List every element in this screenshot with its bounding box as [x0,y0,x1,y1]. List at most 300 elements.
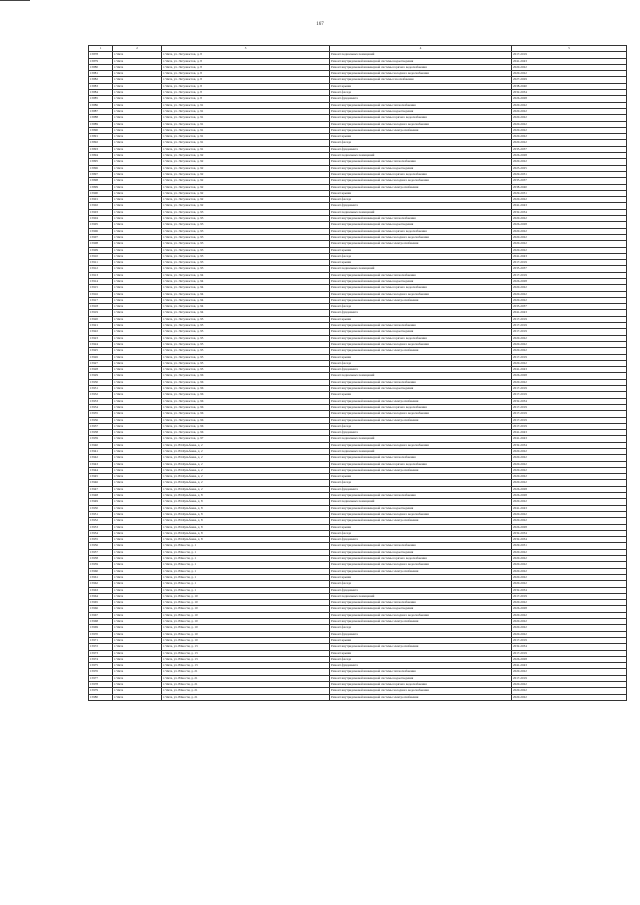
cell-period: 2020-2022 [512,134,627,140]
cell-address: г. Чита, ул. Энтузиастов, д. 93 [162,253,330,259]
cell-municipality: г. Чита [113,518,162,524]
cell-period: 2017-2019 [512,423,627,429]
cell-work-type: Ремонт внутридомовой инженерной системы холодного водоснабжения [330,291,512,297]
cell-address: г. Чита, ул. Юности, д. 10 [162,637,330,643]
cell-municipality: г. Чита [113,228,162,234]
cell-work-type: Ремонт внутридомовой инженерной системы водоотведения [330,329,512,335]
cell-municipality: г. Чита [113,549,162,555]
cell-row-number: 15946 [89,480,113,486]
cell-address: г. Чита, ул. Энтузиастов, д. 95 [162,354,330,360]
cell-municipality: г. Чита [113,285,162,291]
cell-address: г. Чита, ул. Энтузиастов, д. 94 [162,291,330,297]
cell-address: г. Чита, ул. Энтузиастов, д. 95 [162,316,330,322]
cell-work-type: Ремонт внутридомовой инженерной системы теплоснабжения [330,600,512,606]
cell-address: г. Чита, ул. Энтузиастов, д. 91 [162,102,330,108]
cell-row-number: 15973 [89,650,113,656]
cell-address: г. Чита, ул. Юности, д. 1 [162,568,330,574]
cell-work-type: Ремонт крыши [330,354,512,360]
cell-work-type: Ремонт внутридомовой инженерной системы теплоснабжения [330,543,512,549]
cell-work-type: Ремонт фундамента [330,203,512,209]
cell-work-type: Ремонт фасада [330,253,512,259]
cell-address: г. Чита, ул. Энтузиастов, д. 8 [162,52,330,58]
cell-row-number: 15974 [89,656,113,662]
cell-municipality: г. Чита [113,348,162,354]
cell-period: 2020-2022 [512,600,627,606]
cell-municipality: г. Чита [113,574,162,580]
header-cell-1: 1 [89,46,113,52]
cell-address: г. Чита, ул. Ю.Кульбаева, д. 8 [162,537,330,543]
cell-address: г. Чита, ул. Ю.Кульбаева, д. 8 [162,518,330,524]
cell-row-number: 15882 [89,77,113,83]
cell-period: 2020-2022 [512,216,627,222]
cell-work-type: Ремонт подвальных помещений [330,593,512,599]
cell-work-type: Ремонт крыши [330,524,512,530]
cell-work-type: Ремонт крыши [330,247,512,253]
cell-work-type: Ремонт внутридомовой инженерной системы теплоснабжения [330,216,512,222]
cell-row-number: 15920 [89,316,113,322]
cell-row-number: 15976 [89,669,113,675]
cell-work-type: Ремонт внутридомовой инженерной системы водоотведения [330,606,512,612]
cell-work-type: Ремонт внутридомовой инженерной системы холодного водоснабжения [330,612,512,618]
cell-row-number: 15910 [89,253,113,259]
cell-address: г. Чита, ул. Энтузиастов, д. 96 [162,373,330,379]
cell-municipality: г. Чита [113,568,162,574]
cell-municipality: г. Чита [113,386,162,392]
cell-row-number: 15950 [89,505,113,511]
cell-period: 2020-2022 [512,669,627,675]
cell-address: г. Чита, ул. Энтузиастов, д. 95 [162,348,330,354]
cell-address: г. Чита, ул. Юности, д. 21 [162,694,330,700]
cell-period: 2017-2019 [512,260,627,266]
cell-work-type: Ремонт фундамента [330,631,512,637]
cell-work-type: Ремонт внутридомовой инженерной системы теплоснабжения [330,272,512,278]
cell-municipality: г. Чита [113,90,162,96]
cell-municipality: г. Чита [113,688,162,694]
cell-work-type: Ремонт фасада [330,197,512,203]
cell-row-number: 15913 [89,272,113,278]
cell-address: г. Чита, ул. Энтузиастов, д. 92 [162,171,330,177]
cell-address: г. Чита, ул. Энтузиастов, д. 96 [162,417,330,423]
cell-row-number: 15893 [89,146,113,152]
cell-municipality: г. Чита [113,631,162,637]
cell-address: г. Чита, ул. Энтузиастов, д. 91 [162,121,330,127]
cell-row-number: 15935 [89,411,113,417]
cell-municipality: г. Чита [113,96,162,102]
cell-work-type: Ремонт крыши [330,637,512,643]
cell-period: 2026-2028 [512,656,627,662]
cell-period: 2020-2022 [512,291,627,297]
cell-row-number: 15925 [89,348,113,354]
cell-work-type: Ремонт внутридомовой инженерной системы электроснабжения [330,398,512,404]
cell-period: 2020-2022 [512,568,627,574]
cell-row-number: 15961 [89,574,113,580]
cell-period: 2020-2022 [512,467,627,473]
cell-row-number: 15970 [89,631,113,637]
cell-period: 2041-2043 [512,310,627,316]
cell-row-number: 15912 [89,266,113,272]
header-cell-4: 4 [330,46,512,52]
cell-period: 2020-2022 [512,108,627,114]
cell-row-number: 15939 [89,436,113,442]
cell-address: г. Чита, ул. Ю.Кульбаева, д. 2 [162,480,330,486]
cell-municipality: г. Чита [113,474,162,480]
cell-address: г. Чита, ул. Энтузиастов, д. 92 [162,178,330,184]
cell-municipality: г. Чита [113,247,162,253]
cell-row-number: 15901 [89,197,113,203]
cell-municipality: г. Чита [113,675,162,681]
cell-period: 2041-2043 [512,203,627,209]
cell-period: 2032-2034 [512,530,627,536]
cell-row-number: 15969 [89,625,113,631]
cell-work-type: Ремонт внутридомовой инженерной системы горячего водоснабжения [330,64,512,70]
cell-period: 2017-2019 [512,392,627,398]
cell-address: г. Чита, ул. Юности, д. 10 [162,625,330,631]
cell-work-type: Ремонт внутридомовой инженерной системы электроснабжения [330,518,512,524]
cell-municipality: г. Чита [113,411,162,417]
cell-period: 2041-2043 [512,367,627,373]
cell-period: 2041-2043 [512,430,627,436]
table-body [89,52,627,701]
cell-row-number: 15965 [89,600,113,606]
cell-period: 2020-2022 [512,511,627,517]
cell-row-number: 15929 [89,373,113,379]
cell-address: г. Чита, ул. Энтузиастов, д. 93 [162,209,330,215]
cell-row-number: 15900 [89,190,113,196]
cell-row-number: 15954 [89,530,113,536]
cell-municipality: г. Чита [113,140,162,146]
cell-address: г. Чита, ул. Ю.Кульбаева, д. 2 [162,474,330,480]
cell-municipality: г. Чита [113,127,162,133]
cell-period: 2026-2028 [512,373,627,379]
cell-row-number: 15888 [89,115,113,121]
cell-municipality: г. Чита [113,392,162,398]
cell-municipality: г. Чита [113,417,162,423]
cell-address: г. Чита, ул. Ю.Кульбаева, д. 8 [162,499,330,505]
cell-address: г. Чита, ул. Энтузиастов, д. 95 [162,335,330,341]
cell-work-type: Ремонт крыши [330,474,512,480]
cell-period: 2020-2022 [512,197,627,203]
cell-period: 2020-2022 [512,625,627,631]
cell-municipality: г. Чита [113,423,162,429]
cell-period: 2041-2043 [512,505,627,511]
cell-row-number: 15895 [89,159,113,165]
cell-address: г. Чита, ул. Энтузиастов, д. 8 [162,77,330,83]
cell-period: 2020-2022 [512,631,627,637]
cell-row-number: 15896 [89,165,113,171]
cell-municipality: г. Чита [113,612,162,618]
cell-work-type: Ремонт внутридомовой инженерной системы холодного водоснабжения [330,178,512,184]
cell-work-type: Ремонт внутридомовой инженерной системы теплоснабжения [330,102,512,108]
cell-period: 2020-2022 [512,121,627,127]
cell-municipality: г. Чита [113,694,162,700]
cell-row-number: 15909 [89,247,113,253]
cell-period: 2020-2022 [512,461,627,467]
cell-period: 2020-2022 [512,71,627,77]
cell-row-number: 15943 [89,461,113,467]
cell-address: г. Чита, ул. Энтузиастов, д. 95 [162,360,330,366]
cell-work-type: Ремонт фундамента [330,367,512,373]
cell-period: 2020-2022 [512,335,627,341]
cell-row-number: 15977 [89,675,113,681]
cell-period: 2017-2019 [512,386,627,392]
cell-period: 2026-2028 [512,222,627,228]
cell-municipality: г. Чита [113,216,162,222]
cell-period: 2026-2028 [512,606,627,612]
cell-municipality: г. Чита [113,511,162,517]
cell-row-number: 15914 [89,278,113,284]
cell-row-number: 15928 [89,367,113,373]
cell-address: г. Чита, ул. Энтузиастов, д. 92 [162,153,330,159]
cell-row-number: 15942 [89,455,113,461]
cell-period: 2026-2028 [512,96,627,102]
cell-row-number: 15930 [89,379,113,385]
cell-period: 2029-2031 [512,190,627,196]
cell-work-type: Ремонт внутридомовой инженерной системы теплоснабжения [330,669,512,675]
cell-work-type: Ремонт внутридомовой инженерной системы водоотведения [330,58,512,64]
cell-work-type: Ремонт фасада [330,656,512,662]
cell-work-type: Ремонт внутридомовой инженерной системы холодного водоснабжения [330,71,512,77]
cell-work-type: Ремонт фундамента [330,537,512,543]
cell-work-type: Ремонт подвальных помещений [330,52,512,58]
corner-mark [0,0,30,4]
cell-municipality: г. Чита [113,222,162,228]
cell-work-type: Ремонт фасада [330,581,512,587]
cell-work-type: Ремонт внутридомовой инженерной системы водоотведения [330,222,512,228]
cell-municipality: г. Чита [113,656,162,662]
cell-work-type: Ремонт подвальных помещений [330,373,512,379]
cell-work-type: Ремонт внутридомовой инженерной системы электроснабжения [330,644,512,650]
cell-address: г. Чита, ул. Ю.Кульбаева, д. 8 [162,511,330,517]
cell-address: г. Чита, ул. Энтузиастов, д. 94 [162,310,330,316]
cell-row-number: 15879 [89,58,113,64]
cell-row-number: 15906 [89,228,113,234]
cell-municipality: г. Чита [113,184,162,190]
cell-municipality: г. Чита [113,360,162,366]
cell-period: 2029-2031 [512,171,627,177]
cell-address: г. Чита, ул. Энтузиастов, д. 96 [162,404,330,410]
cell-address: г. Чита, ул. Юности, д. 10 [162,600,330,606]
cell-period: 2020-2022 [512,241,627,247]
cell-work-type: Ремонт внутридомовой инженерной системы электроснабжения [330,127,512,133]
cell-period: 2017-2019 [512,650,627,656]
cell-work-type: Ремонт внутридомовой инженерной системы холодного водоснабжения [330,234,512,240]
cell-municipality: г. Чита [113,209,162,215]
cell-work-type: Ремонт внутридомовой инженерной системы водоотведения [330,278,512,284]
cell-address: г. Чита, ул. Юности, д. 1 [162,574,330,580]
cell-row-number: 15941 [89,449,113,455]
cell-period: 2020-2022 [512,449,627,455]
cell-address: г. Чита, ул. Юности, д. 10 [162,619,330,625]
cell-municipality: г. Чита [113,102,162,108]
cell-address: г. Чита, ул. Энтузиастов, д. 91 [162,146,330,152]
cell-row-number: 15898 [89,178,113,184]
cell-address: г. Чита, ул. Ю.Кульбаева, д. 8 [162,524,330,530]
cell-address: г. Чита, ул. Ю.Кульбаева, д. 8 [162,493,330,499]
cell-row-number: 15878 [89,52,113,58]
cell-municipality: г. Чита [113,644,162,650]
cell-row-number: 15938 [89,430,113,436]
cell-address: г. Чита, ул. Юности, д. 1 [162,543,330,549]
cell-row-number: 15916 [89,291,113,297]
cell-municipality: г. Чита [113,272,162,278]
cell-work-type: Ремонт внутридомовой инженерной системы электроснабжения [330,348,512,354]
cell-row-number: 15940 [89,442,113,448]
cell-municipality: г. Чита [113,234,162,240]
cell-municipality: г. Чита [113,593,162,599]
cell-period: 2020-2022 [512,549,627,555]
cell-municipality: г. Чита [113,341,162,347]
cell-row-number: 15921 [89,323,113,329]
cell-work-type: Ремонт внутридомовой инженерной системы водоотведения [330,505,512,511]
cell-period: 2017-2019 [512,675,627,681]
cell-municipality: г. Чита [113,134,162,140]
cell-address: г. Чита, ул. Юности, д. 21 [162,669,330,675]
cell-municipality: г. Чита [113,115,162,121]
cell-address: г. Чита, ул. Энтузиастов, д. 94 [162,278,330,284]
cell-row-number: 15892 [89,140,113,146]
cell-work-type: Ремонт внутридомовой инженерной системы горячего водоснабжения [330,681,512,687]
cell-period: 2020-2022 [512,681,627,687]
cell-row-number: 15919 [89,310,113,316]
cell-period: 2020-2022 [512,348,627,354]
cell-row-number: 15963 [89,587,113,593]
cell-work-type: Ремонт фундамента [330,146,512,152]
cell-period: 2020-2022 [512,247,627,253]
cell-municipality: г. Чита [113,197,162,203]
cell-period: 2017-2019 [512,417,627,423]
cell-row-number: 15947 [89,486,113,492]
cell-row-number: 15957 [89,549,113,555]
cell-period: 2035-2037 [512,266,627,272]
cell-work-type: Ремонт внутридомовой инженерной системы холодного водоснабжения [330,442,512,448]
cell-municipality: г. Чита [113,442,162,448]
cell-work-type: Ремонт внутридомовой инженерной системы горячего водоснабжения [330,171,512,177]
cell-address: г. Чита, ул. Энтузиастов, д. 92 [162,203,330,209]
cell-municipality: г. Чита [113,297,162,303]
cell-address: г. Чита, ул. Энтузиастов, д. 92 [162,159,330,165]
cell-row-number: 15927 [89,360,113,366]
cell-municipality: г. Чита [113,543,162,549]
cell-period: 2020-2022 [512,694,627,700]
cell-period: 2041-2043 [512,58,627,64]
cell-row-number: 15933 [89,398,113,404]
cell-municipality: г. Чита [113,71,162,77]
cell-municipality: г. Чита [113,153,162,159]
cell-period: 2020-2022 [512,480,627,486]
cell-work-type: Ремонт фундамента [330,310,512,316]
cell-work-type: Ремонт фундамента [330,486,512,492]
cell-work-type: Ремонт крыши [330,574,512,580]
cell-work-type: Ремонт внутридомовой инженерной системы электроснабжения [330,467,512,473]
cell-period: 2020-2022 [512,518,627,524]
cell-row-number: 15885 [89,96,113,102]
cell-work-type: Ремонт фасада [330,530,512,536]
cell-period: 2020-2022 [512,574,627,580]
cell-municipality: г. Чита [113,310,162,316]
cell-address: г. Чита, ул. Юности, д. 10 [162,612,330,618]
cell-period: 2027-2029 [512,77,627,83]
cell-work-type: Ремонт крыши [330,392,512,398]
cell-address: г. Чита, ул. Энтузиастов, д. 93 [162,266,330,272]
cell-municipality: г. Чита [113,455,162,461]
cell-period: 2020-2022 [512,499,627,505]
cell-work-type: Ремонт подвальных помещений [330,266,512,272]
cell-row-number: 15887 [89,108,113,114]
cell-work-type: Ремонт внутридомовой инженерной системы холодного водоснабжения [330,688,512,694]
cell-work-type: Ремонт внутридомовой инженерной системы холодного водоснабжения [330,121,512,127]
cell-period: 2020-2022 [512,688,627,694]
cell-municipality: г. Чита [113,83,162,89]
cell-address: г. Чита, ул. Энтузиастов, д. 92 [162,197,330,203]
cell-row-number: 15918 [89,304,113,310]
cell-row-number: 15967 [89,612,113,618]
cell-work-type: Ремонт внутридомовой инженерной системы электроснабжения [330,568,512,574]
cell-row-number: 15891 [89,134,113,140]
cell-address: г. Чита, ул. Энтузиастов, д. 93 [162,222,330,228]
cell-work-type: Ремонт подвальных помещений [330,449,512,455]
cell-address: г. Чита, ул. Энтузиастов, д. 91 [162,140,330,146]
cell-work-type: Ремонт подвальных помещений [330,209,512,215]
cell-period: 2026-2028 [512,486,627,492]
cell-municipality: г. Чита [113,581,162,587]
cell-municipality: г. Чита [113,335,162,341]
cell-municipality: г. Чита [113,291,162,297]
cell-row-number: 15945 [89,474,113,480]
cell-row-number: 15881 [89,71,113,77]
cell-municipality: г. Чита [113,461,162,467]
cell-address: г. Чита, ул. Юности, д. 13 [162,644,330,650]
cell-address: г. Чита, ул. Энтузиастов, д. 95 [162,367,330,373]
cell-period: 2026-2028 [512,153,627,159]
cell-municipality: г. Чита [113,587,162,593]
cell-municipality: г. Чита [113,537,162,543]
cell-municipality: г. Чита [113,480,162,486]
cell-work-type: Ремонт фасада [330,140,512,146]
cell-address: г. Чита, ул. Энтузиастов, д. 8 [162,90,330,96]
cell-work-type: Ремонт внутридомовой инженерной системы водоотведения [330,386,512,392]
cell-municipality: г. Чита [113,171,162,177]
cell-row-number: 15979 [89,688,113,694]
cell-municipality: г. Чита [113,58,162,64]
cell-period: 2038-2040 [512,83,627,89]
cell-work-type: Ремонт внутридомовой инженерной системы горячего водоснабжения [330,115,512,121]
cell-address: г. Чита, ул. Энтузиастов, д. 92 [162,190,330,196]
cell-row-number: 15923 [89,335,113,341]
cell-period: 2020-2022 [512,612,627,618]
table-row [89,694,627,700]
cell-row-number: 15958 [89,556,113,562]
cell-period: 2017-2019 [512,316,627,322]
cell-municipality: г. Чита [113,663,162,669]
cell-address: г. Чита, ул. Энтузиастов, д. 94 [162,297,330,303]
cell-address: г. Чита, ул. Юности, д. 21 [162,688,330,694]
cell-period: 2020-2022 [512,159,627,165]
cell-period: 2020-2022 [512,562,627,568]
cell-municipality: г. Чита [113,637,162,643]
cell-municipality: г. Чита [113,329,162,335]
cell-period: 2035-2037 [512,178,627,184]
cell-work-type: Ремонт фасада [330,90,512,96]
cell-address: г. Чита, ул. Юности, д. 10 [162,593,330,599]
cell-address: г. Чита, ул. Юности, д. 1 [162,549,330,555]
cell-address: г. Чита, ул. Юности, д. 13 [162,656,330,662]
cell-address: г. Чита, ул. Юности, д. 1 [162,556,330,562]
cell-municipality: г. Чита [113,77,162,83]
cell-period: 2020-2022 [512,228,627,234]
cell-address: г. Чита, ул. Юности, д. 1 [162,562,330,568]
cell-work-type: Ремонт фундамента [330,663,512,669]
cell-period: 2032-2034 [512,90,627,96]
